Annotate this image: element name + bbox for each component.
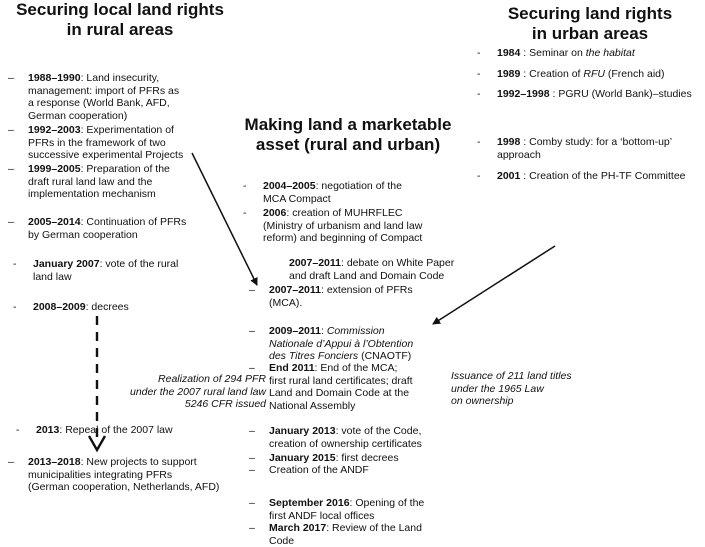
bullet-marker: – (8, 72, 14, 84)
item-line: PFRs in the framework of two (28, 136, 166, 149)
bullet-marker: - (477, 170, 481, 182)
item-line: approach (497, 148, 541, 161)
item-line: creation of ownership certificates (269, 437, 422, 450)
bullet-marker: – (8, 216, 14, 228)
bullet-marker: – (249, 325, 255, 337)
arrow-urban-to-market (433, 246, 555, 324)
item-line: des Titres Fonciers (CNAOTF) (269, 350, 412, 363)
market-heading-line-1: Making land a marketable (244, 115, 452, 134)
item-line: 2007–2011: debate on White Paper (289, 257, 455, 269)
bullet-marker: – (249, 362, 255, 374)
item-line: End 2011: End of the MCA; (269, 362, 398, 374)
market-heading-line-2: asset (rural and urban) (255, 135, 441, 154)
item-line: (German cooperation, Netherlands, AFD) (28, 481, 220, 494)
bullet-marker: - (477, 136, 481, 148)
bullet-marker: - (13, 301, 17, 313)
item-line: 1992–2003: Experimentation of (28, 124, 174, 136)
item-line: 2013: Repeal of the 2007 law (36, 424, 173, 436)
item-line: successive experimental Projects (28, 149, 184, 162)
bullet-marker: – (249, 497, 255, 509)
item-line: 1989 : Creation of RFU (French aid) (497, 68, 665, 80)
bullet-marker: - (243, 180, 247, 192)
bullet-marker: – (8, 124, 14, 136)
item-line: Nationale d’Appui à l’Obtention (269, 337, 414, 350)
bullet-marker: - (243, 207, 247, 219)
item-line: first ANDF local offices (269, 509, 375, 522)
item-line: MCA Compact (263, 192, 331, 205)
rural-annotation-line-2: under the 2007 rural land law (129, 385, 266, 398)
bullet-marker: – (249, 522, 255, 534)
item-line: municipalities integrating PFRs (28, 468, 173, 481)
item-line: January 2015: first decrees (269, 452, 399, 464)
item-line: 2004–2005: negotiation of the (263, 180, 402, 192)
item-line: January 2007: vote of the rural (33, 258, 179, 270)
item-line: 2007–2011: extension of PFRs (269, 284, 413, 296)
urban-annotation-line-3: on ownership (451, 395, 514, 408)
item-line: reform) and beginning of Compact (263, 232, 423, 245)
item-line: Land and Domain Code at the (269, 387, 410, 400)
bullet-marker: – (249, 452, 255, 464)
urban-annotation-line-2: under the 1965 Law (451, 382, 544, 395)
item-line: 2009–2011: Commission (269, 325, 385, 337)
item-line: 2001 : Creation of the PH-TF Committee (497, 170, 686, 182)
item-line: by German cooperation (28, 228, 138, 241)
item-line: German cooperation) (28, 109, 128, 122)
item-line: first rural land certificates; draft (269, 374, 413, 387)
bullet-marker: – (249, 284, 255, 296)
rural-heading-line-2: in rural areas (66, 20, 174, 39)
item-line: National Assembly (269, 399, 356, 412)
arrow-rural-to-market (192, 153, 257, 285)
arrow-dashed-rural-head (89, 436, 105, 450)
item-line: land law (33, 270, 72, 283)
bullet-marker: - (13, 258, 17, 270)
item-line: (Ministry of urbanism and land law (263, 219, 423, 232)
item-line: management: import of PFRs as (28, 84, 180, 97)
item-line: 2013–2018: New projects to support (28, 456, 197, 468)
item-line: (MCA). (269, 296, 303, 309)
item-line: 1992–1998 : PGRU (World Bank)–studies (497, 88, 692, 100)
urban-annotation-line-1: Issuance of 211 land titles (451, 370, 572, 382)
item-line: 1998 : Comby study: for a ‘bottom-up’ (497, 136, 673, 148)
bullet-marker: – (8, 163, 14, 175)
bullet-marker: - (477, 68, 481, 80)
item-line: 1984 : Seminar on the habitat (497, 47, 635, 59)
bullet-marker: - (16, 424, 20, 436)
item-line: 2005–2014: Continuation of PFRs (28, 216, 187, 228)
item-line: Code (269, 534, 295, 547)
item-line: and draft Land and Domain Code (289, 269, 445, 282)
item-line: 1999–2005: Preparation of the (28, 163, 170, 175)
rural-annotation-line-3: 5246 CFR issued (184, 398, 266, 411)
rural-heading-line-1: Securing local land rights (16, 0, 224, 19)
item-line: draft rural land law and the (28, 175, 153, 188)
item-line: a response (World Bank, AFD, (28, 97, 170, 110)
item-line: 2006: creation of MUHRFLEC (263, 207, 403, 219)
bullet-marker: – (249, 464, 255, 476)
bullet-marker: - (477, 88, 481, 100)
item-line: Creation of the ANDF (269, 464, 369, 476)
item-line: January 2013: vote of the Code, (269, 425, 422, 437)
bullet-marker: – (8, 456, 14, 468)
item-line: 2008–2009: decrees (33, 301, 129, 313)
rural-annotation-line-1: Realization of 294 PFR (158, 373, 266, 385)
bullet-marker: – (249, 425, 255, 437)
item-line: September 2016: Opening of the (269, 497, 425, 509)
urban-heading-line-1: Securing land rights (507, 4, 673, 23)
item-line: March 2017: Review of the Land (269, 522, 422, 534)
item-line: 1988–1990: Land insecurity, (28, 72, 160, 84)
item-line: implementation mechanism (28, 188, 156, 201)
bullet-marker: - (477, 47, 481, 59)
urban-heading-line-2: in urban areas (531, 24, 649, 43)
